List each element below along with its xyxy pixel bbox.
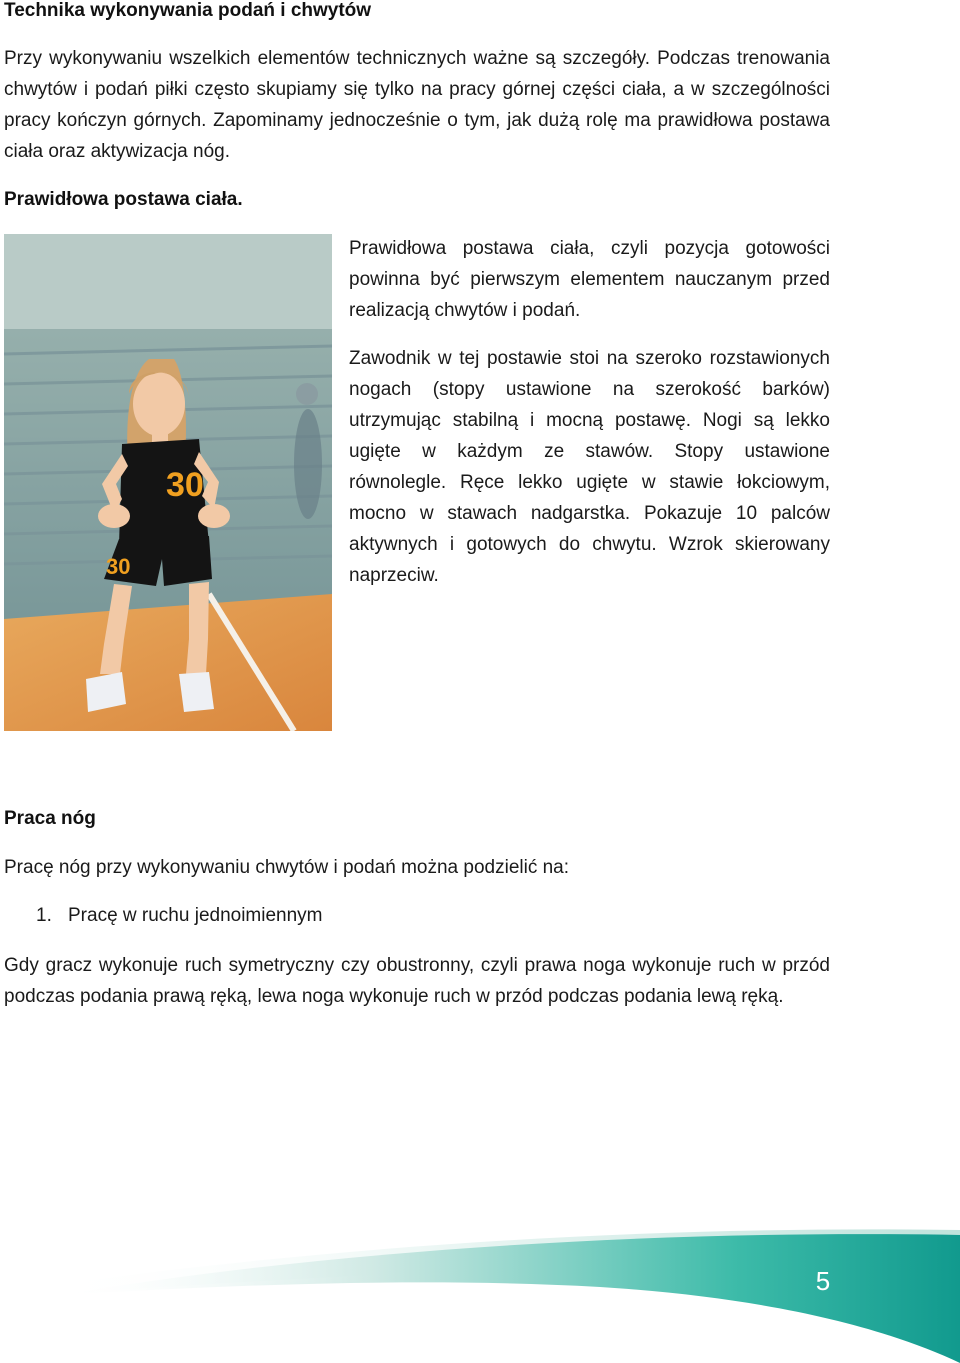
page-title: Technika wykonywania podań i chwytów <box>4 0 372 21</box>
list-item-number: 1. <box>36 905 52 926</box>
page-number: 5 <box>815 1266 831 1296</box>
player-stance-photo <box>4 234 332 731</box>
section-heading-footwork: Praca nóg <box>4 808 96 829</box>
svg-text:30: 30 <box>106 554 131 579</box>
intro-paragraph: Przy wykonywaniu wszelkich elementów technicznych ważne są szczegóły. Podczas trenowania chwytów i podań piłki często skupiamy się tylko na pracy górnej części ciała, a w szczególności pracy kończyn górnych. Zapominamy jednocześnie o tym, jak dużą rolę ma prawidłowa postawa ciała oraz aktywizacja nóg. <box>4 48 830 162</box>
section-heading-posture: Prawidłowa postawa ciała. <box>4 189 243 210</box>
posture-paragraph-1: Prawidłowa postawa ciała, czyli pozycja gotowości powinna być pierwszym elementem nauczanym przed realizacją chwytów i podań. <box>349 238 830 321</box>
jersey-number: 30 <box>166 466 204 504</box>
posture-paragraph-2: Zawodnik w tej postawie stoi na szeroko rozstawionych nogach (stopy ustawione na szerokość barków) utrzymując stabilną i mocną postawę. Nogi są lekko ugięte w każdym ze stawów. Stopy ustawione równolegle. Ręce lekko ugięte w stawie łokciowym, mocno w stawach nadgarstka. Pokazuje 10 palców aktywnych i gotowych do chwytu. Wzrok skierowany naprzeciw. <box>349 348 830 586</box>
footwork-paragraph: Gdy gracz wykonuje ruch symetryczny czy obustronny, czyli prawa noga wykonuje ruch w przód podczas podania prawą ręką, lewa noga wykonuje ruch w przód podczas podania lewą ręką. <box>4 955 830 1007</box>
list-item-text: Pracę w ruchu jednoimiennym <box>68 905 323 926</box>
footwork-intro: Pracę nóg przy wykonywaniu chwytów i podań można podzielić na: <box>4 857 570 878</box>
list-item <box>36 905 323 927</box>
